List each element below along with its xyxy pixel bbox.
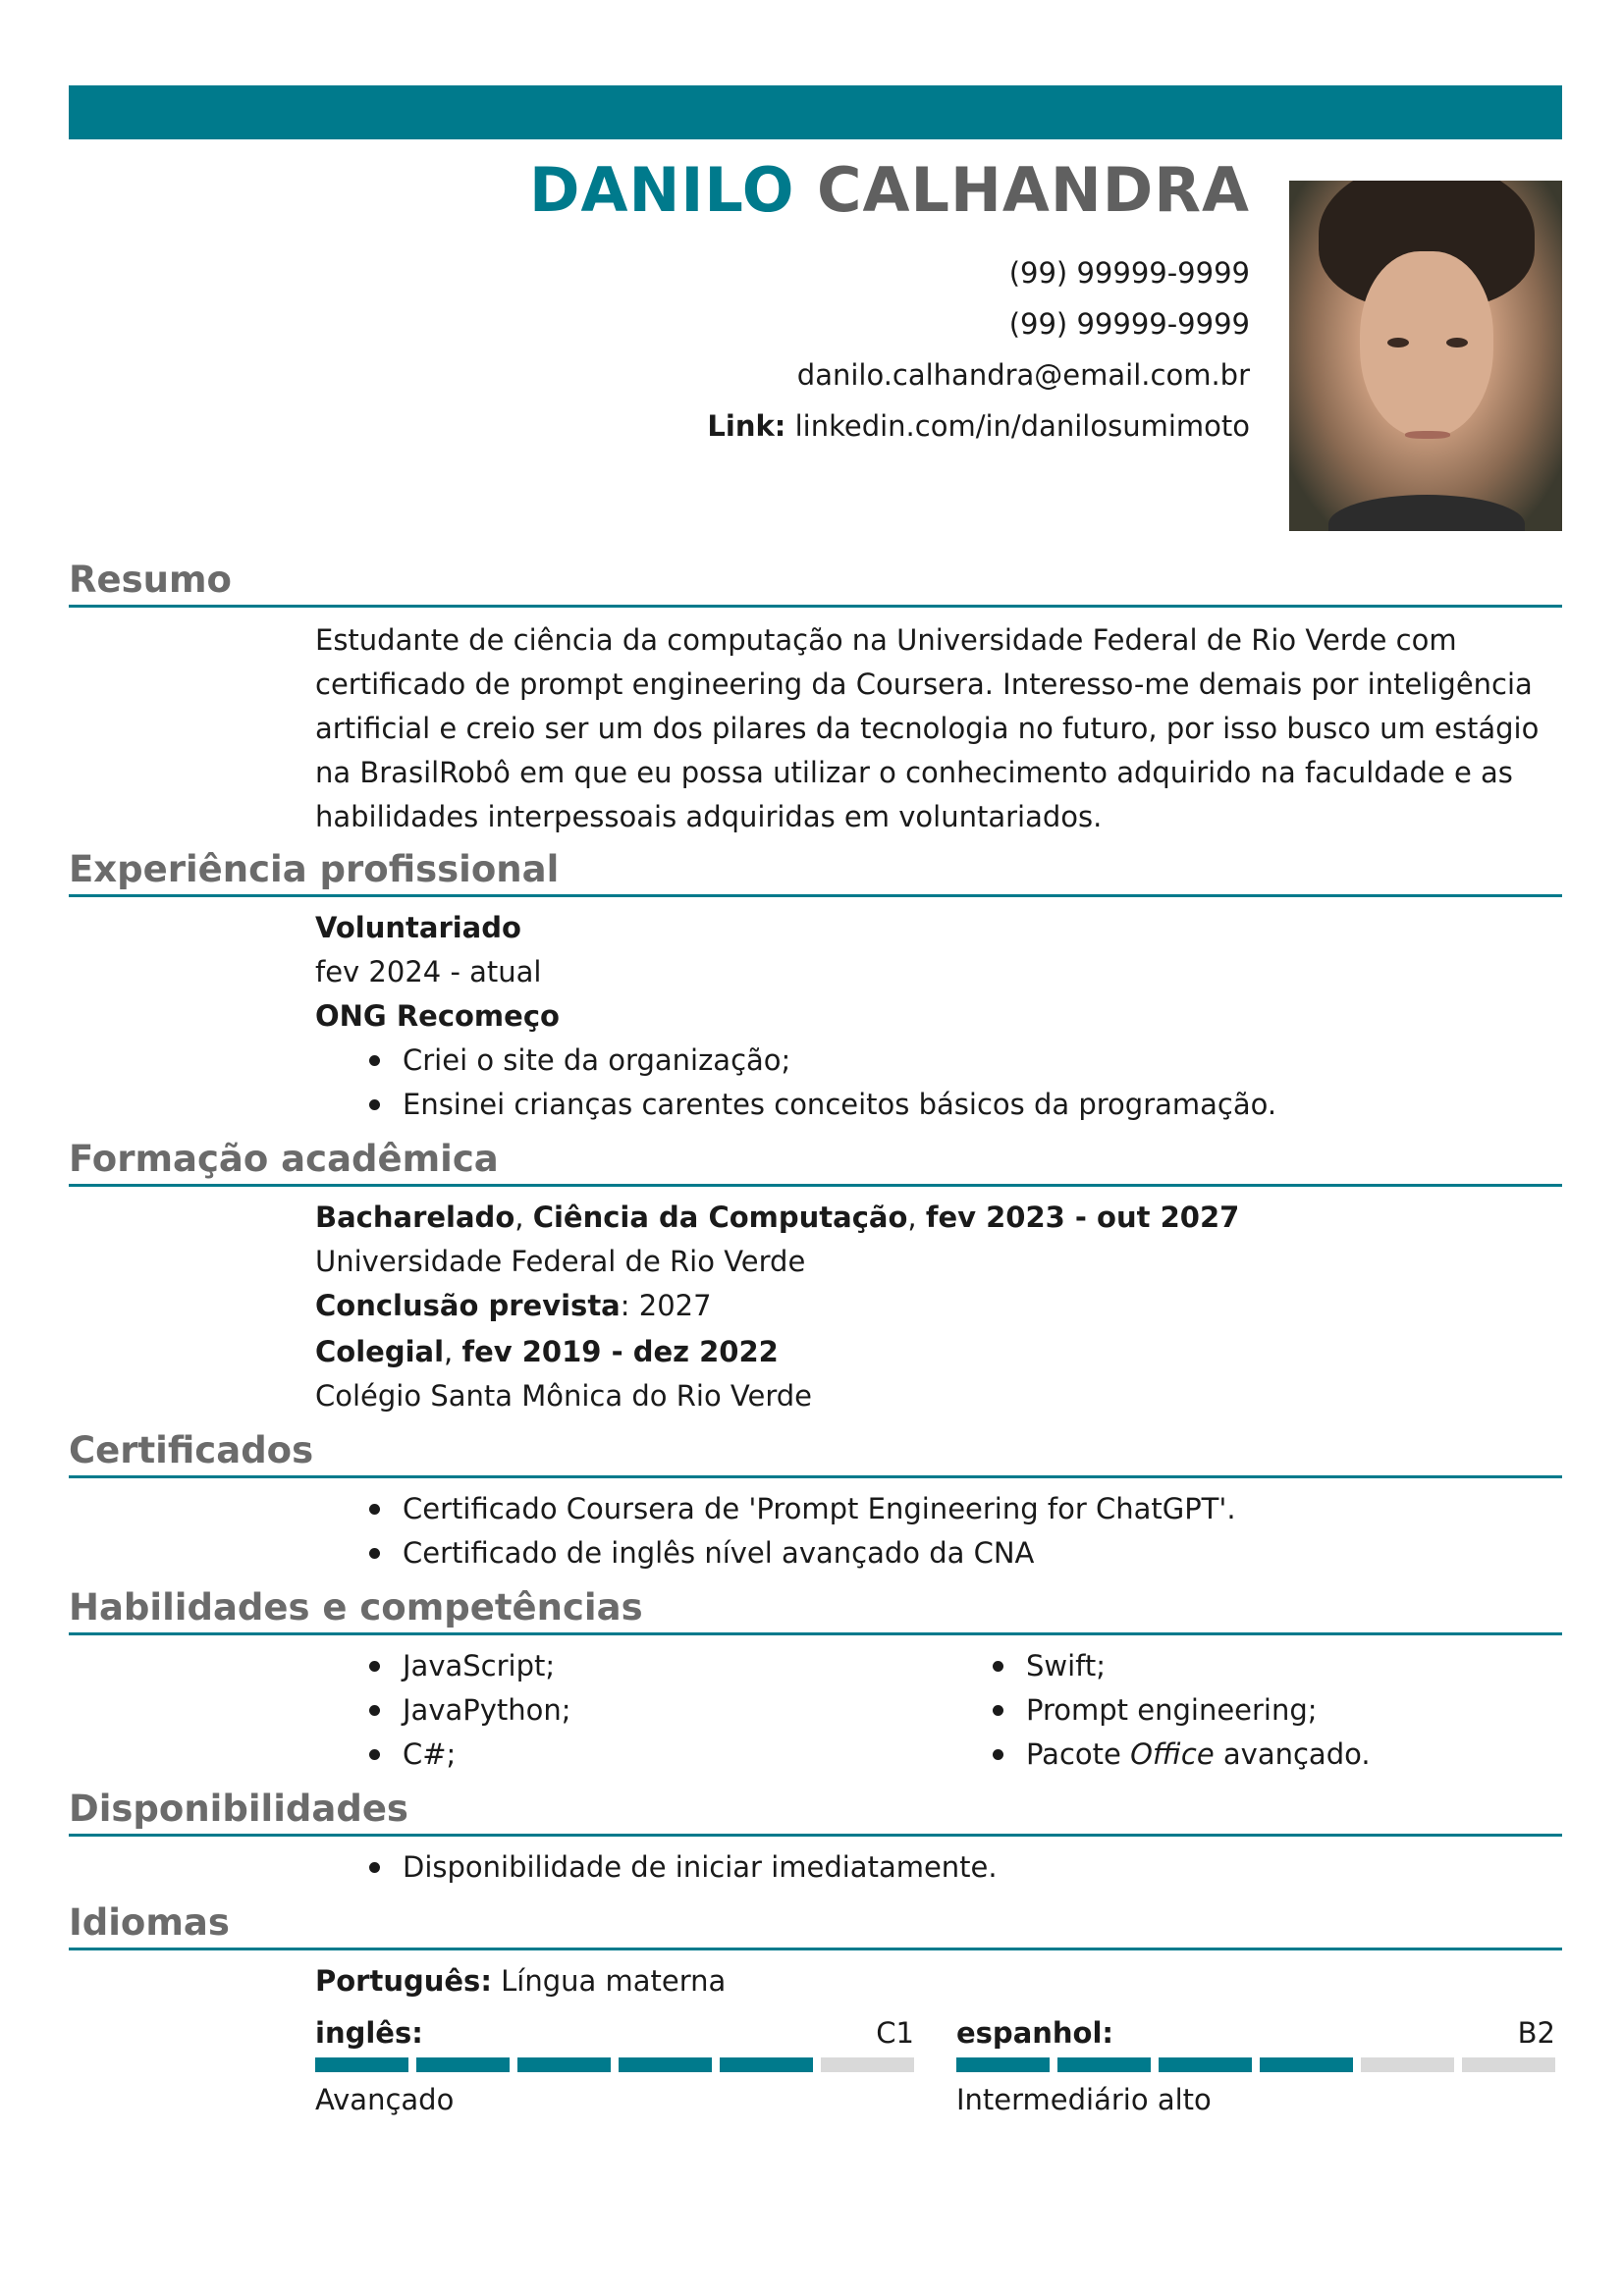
experience-role: Voluntariado [315, 911, 521, 944]
education-conclusion: Conclusão prevista: 2027 [315, 1289, 712, 1322]
section-title-certificates: Certificados [69, 1429, 1562, 1478]
linkedin-link[interactable]: linkedin.com/in/danilosumimoto [794, 409, 1250, 444]
phone-2: (99) 99999-9999 [1008, 307, 1250, 342]
header [366, 154, 1250, 452]
section-title-experience: Experiência profissional [69, 848, 1562, 897]
language-levels [315, 2011, 1562, 2122]
availability-block [315, 1845, 1562, 1890]
list-item: Certificado Coursera de 'Prompt Engineering for ChatGPT'. [315, 1487, 1562, 1531]
link-row [366, 400, 1250, 452]
list-item: Criei o site da organização; [315, 1039, 1562, 1083]
certificates-list [315, 1487, 1562, 1575]
language-name: espanhol: [956, 2016, 1114, 2050]
education-school-2: Colégio Santa Mônica do Rio Verde [315, 1379, 812, 1413]
level-segment-filled [720, 2057, 813, 2072]
level-segment-filled [1260, 2057, 1353, 2072]
language-level: C1 [876, 2016, 914, 2050]
level-segment-filled [956, 2057, 1050, 2072]
section-title-skills: Habilidades e competências [69, 1586, 1562, 1635]
list-item: Pacote Office avançado. [939, 1733, 1562, 1777]
section-title-availability: Disponibilidades [69, 1788, 1562, 1837]
full-name [366, 154, 1250, 226]
summary-text: Estudante de ciência da computação na Universidade Federal de Rio Verde com certificado de prompt engineering da Coursera. Interesso-me demais por inteligência artificial e creio ser um dos pilares da tecnologia no futuro, por isso busco um estágio na BrasilRobô em que eu possa utilizar o conhecimento adquirido na faculdade e as habilidades interpessoais adquiridas em voluntariados. [315, 623, 1540, 833]
list-item: Certificado de inglês nível avançado da CNA [315, 1531, 1562, 1575]
language-description: Intermediário alto [956, 2083, 1212, 2116]
language-description: Avançado [315, 2083, 455, 2116]
language-name: inglês: [315, 2016, 423, 2050]
list-item: Ensinei crianças carentes conceitos básicos da programação. [315, 1083, 1562, 1127]
native-language: Português: Língua materna [315, 1964, 727, 1998]
list-item: Swift; [939, 1644, 1562, 1688]
level-segment-empty [821, 2057, 914, 2072]
language-english [315, 2011, 914, 2122]
level-segment-filled [517, 2057, 611, 2072]
level-segment-filled [1159, 2057, 1252, 2072]
profile-photo [1289, 181, 1562, 531]
list-item: Disponibilidade de iniciar imediatamente. [315, 1845, 1562, 1890]
section-title-education: Formação acadêmica [69, 1138, 1562, 1187]
last-name: CALHANDRA [817, 154, 1250, 226]
experience-period: fev 2024 - atual [315, 955, 542, 988]
language-level-bar [315, 2057, 914, 2072]
email[interactable]: danilo.calhandra@email.com.br [796, 358, 1250, 393]
skills-list-left [315, 1644, 939, 1777]
education-degree-1: Bacharelado, Ciência da Computação, fev 2023 - out 2027 [315, 1201, 1240, 1234]
level-segment-filled [315, 2057, 408, 2072]
phone-1: (99) 99999-9999 [1008, 256, 1250, 291]
language-level: B2 [1517, 2016, 1555, 2050]
list-item: C#; [315, 1733, 939, 1777]
link-label: Link: [707, 409, 786, 444]
level-segment-empty [1361, 2057, 1454, 2072]
education-degree-2: Colegial, fev 2019 - dez 2022 [315, 1335, 779, 1368]
level-segment-filled [1057, 2057, 1151, 2072]
skills-list-right [939, 1644, 1562, 1777]
section-title-summary: Resumo [69, 559, 1562, 608]
language-level-bar [956, 2057, 1555, 2072]
certificates-block [315, 1487, 1562, 1575]
level-segment-empty [1462, 2057, 1555, 2072]
education-school-1: Universidade Federal de Rio Verde [315, 1245, 806, 1278]
first-name: DANILO [529, 154, 795, 226]
list-item: JavaPython; [315, 1688, 939, 1733]
skills-block [315, 1644, 1562, 1777]
experience-block [315, 906, 1562, 1127]
languages-block [315, 1959, 1562, 2122]
list-item: JavaScript; [315, 1644, 939, 1688]
experience-org: ONG Recomeço [315, 999, 560, 1033]
section-title-languages: Idiomas [69, 1901, 1562, 1950]
availability-list [315, 1845, 1562, 1890]
list-item: Prompt engineering; [939, 1688, 1562, 1733]
language-spanish [956, 2011, 1555, 2122]
experience-list [315, 1039, 1562, 1127]
level-segment-filled [619, 2057, 712, 2072]
header-accent-bar [69, 85, 1562, 139]
education-block [315, 1196, 1562, 1418]
level-segment-filled [416, 2057, 510, 2072]
